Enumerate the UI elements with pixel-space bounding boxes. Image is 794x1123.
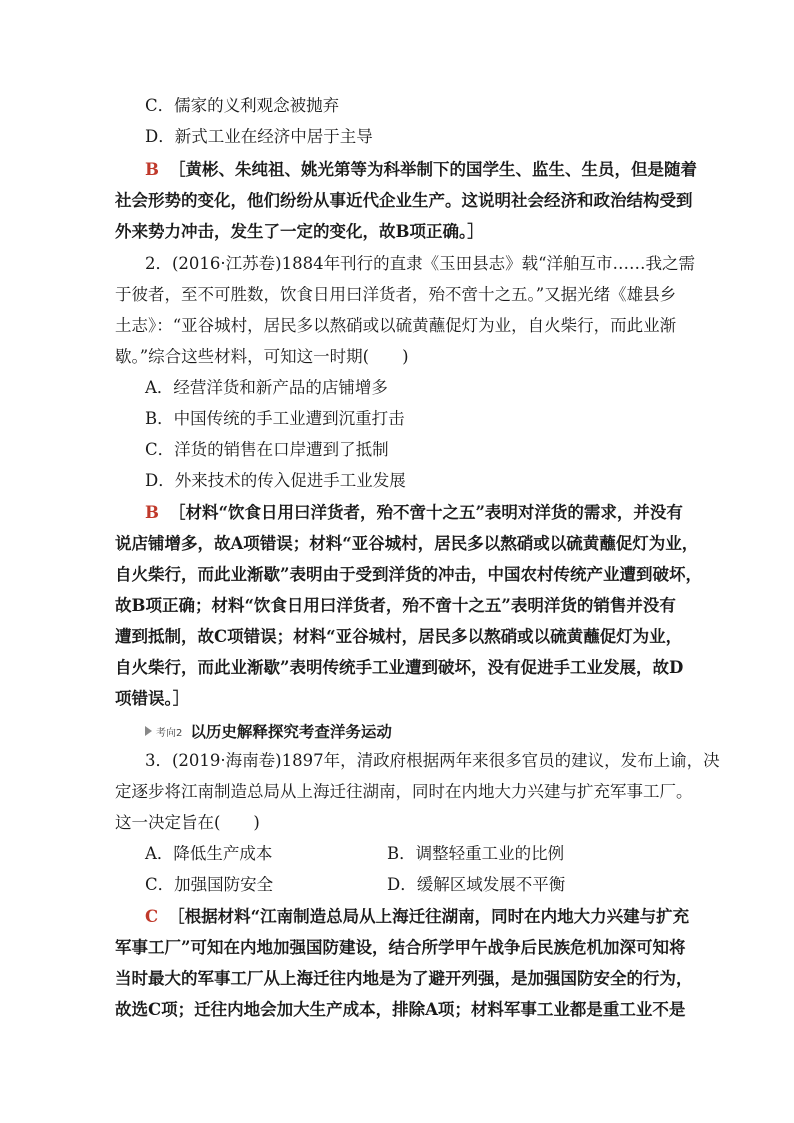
q3-explanation-line-1: C ［根据材料“江南制造总局从上海迁往湖南，同时在内地大力兴建与扩充 (145, 907, 690, 926)
q2-explanation-line-6: 自火柴行，而此业渐歇”表明传统手工业遭到破坏，没有促进手工业发展，故D (115, 658, 684, 677)
q2-explanation-line-2: 说店铺增多，故A项错误；材料“亚谷城村，居民多以熬硝或以硫黄蘸促灯为业， (115, 534, 699, 553)
q3-answer: C (145, 907, 159, 926)
section-title: 以历史解释探究考查洋务运动 (190, 722, 392, 741)
q1-explanation-line-3: 外来势力冲击，发生了一定的变化，故B项正确。］ (115, 222, 484, 241)
q3-explanation-line-4: 故选C项；迁往内地会加大生产成本，排除A项；材料军事工业都是重工业不是 (115, 1000, 686, 1019)
q3-option-b: B．调整轻重工业的比例 (387, 844, 565, 863)
q1-explanation-line-2: 社会形势的变化，他们纷纷从事近代企业生产。这说明社会经济和政治结构受到 (115, 191, 693, 210)
q2-explanation-line-5: 遭到抵制，故C项错误；材料“亚谷城村，居民多以熬硝或以硫黄蘸促灯为业， (115, 627, 683, 646)
q3-option-c: C．加强国防安全 (145, 875, 274, 894)
q2-explanation-line-3: 自火柴行，而此业渐歇”表明由于受到洋货的冲击，中国农村传统产业遭到破坏， (115, 565, 702, 584)
q2-option-c: C．洋货的销售在口岸遭到了抵制 (145, 440, 389, 459)
q3-option-a: A．降低生产成本 (145, 844, 273, 863)
q1-option-d: D．新式工业在经济中居于主导 (145, 127, 373, 146)
q2-stem-line-4: 歇。”综合这些材料，可知这一时期( ) (115, 347, 409, 366)
q3-stem-line-1: 3．(2019·海南卷)1897年，清政府根据两年来很多官员的建议，发布上谕，决 (145, 751, 720, 770)
q3-explanation-line-2: 军事工厂”可知在内地加强国防建设，结合所学甲午战争后民族危机加深可知将 (115, 938, 686, 957)
q2-option-b: B．中国传统的手工业遭到沉重打击 (145, 409, 405, 428)
q2-option-a: A．经营洋货和新产品的店铺增多 (145, 378, 388, 397)
q2-stem-line-1: 2．(2016·江苏卷)1884年刊行的直隶《玉田县志》载“洋舶互市……我之需 (145, 254, 696, 273)
q2-stem-line-3: 土志》：“亚谷城村，居民多以熬硝或以硫黄蘸促灯为业，自火柴行，而此业渐 (115, 316, 677, 335)
q3-stem-line-2: 定逐步将江南制造总局从上海迁往湖南，同时在内地大力兴建与扩充军事工厂。 (115, 782, 693, 801)
q2-explanation-line-4: 故B项正确；材料“饮食日用曰洋货者，殆不啻十之五”表明洋货的销售并没有 (115, 596, 676, 615)
q1-answer: B (145, 160, 159, 179)
q1-option-c: C．儒家的义利观念被抛弃 (145, 96, 340, 115)
section-heading (145, 721, 392, 741)
triangle-icon (145, 726, 152, 736)
q3-option-d: D．缓解区域发展不平衡 (387, 875, 566, 894)
q2-explanation-line-7: 项错误。］ (115, 689, 190, 708)
q3-stem-line-3: 这一决定旨在( ) (115, 813, 260, 832)
q2-option-d: D．外来技术的传入促进手工业发展 (145, 471, 406, 490)
q2-stem-line-2: 于彼者，至不可胜数，饮食日用曰洋货者，殆不啻十之五。”又据光绪《雄县乡 (115, 285, 677, 304)
q2-explanation-line-1: B ［材料“饮食日用曰洋货者，殆不啻十之五”表明对洋货的需求，并没有 (145, 503, 683, 522)
q1-explanation-line-1: B ［黄彬、朱纯祖、姚光第等为科举制下的国学生、监生、生员，但是随着 (145, 160, 697, 179)
section-tag: 考向2 (156, 727, 183, 739)
q3-explanation-line-3: 当时最大的军事工厂从上海迁往内地是为了避开列强，是加强国防安全的行为， (115, 969, 693, 988)
q2-answer: B (145, 503, 159, 522)
